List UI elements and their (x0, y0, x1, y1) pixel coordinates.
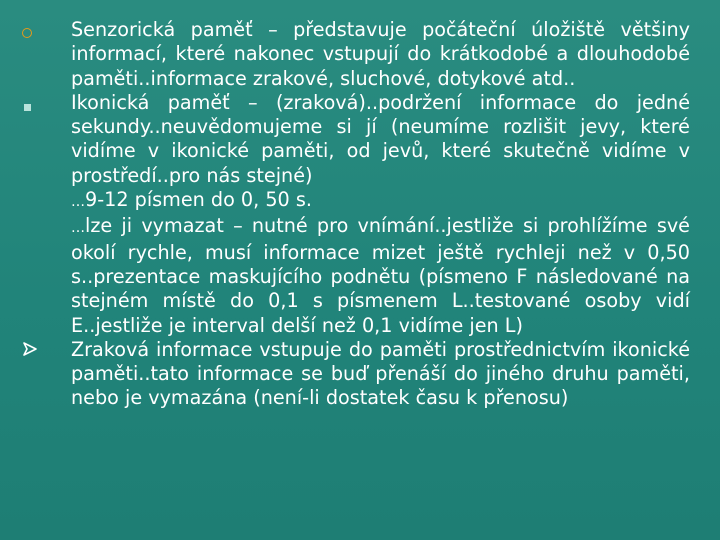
bullet-visual-information (18, 338, 690, 411)
ellipsis-lead: … (71, 194, 85, 211)
sub-item-text: lze ji vymazat – nutné pro vnímání..jestliže si prohlížíme své okolí rychle, musí informace mizet ještě rychleji než v 0,50 s..prezentace maskujícího podnětu (písmeno F následované na stejném místě do 0,1 s písmenem L..testované osoby vidí E..jestliže je interval delší než 0,1 vidíme jen L) (71, 214, 690, 337)
bullet-text: Senzorická paměť – představuje počáteční úložiště většiny informací, které nakonec vstupují do krátkodobé a dlouhodobé paměti..informace zrakové, sluchové, dotykové atd.. (71, 18, 690, 90)
bullet-text: Ikonická paměť – (zraková)..podržení informace do jedné sekundy..neuvědomujeme si jí (neumíme rozlišit jevy, které vidíme v ikonické paměti, od jevů, které skutečně vidíme v prostředí..pro nás stejné) (71, 90, 690, 187)
circle-bullet-icon (18, 18, 71, 42)
square-bullet-icon (18, 91, 71, 115)
slide-body (18, 18, 690, 411)
sub-item-text: 9-12 písmen do 0, 50 s. (85, 188, 312, 212)
bullet-text: Zraková informace vstupuje do paměti prostřednictvím ikonické paměti..tato informace se buď přenáší do jiného druhu paměti, nebo je vymazána (není-li dostatek času k přenosu) (71, 337, 690, 410)
arrow-bullet-icon (18, 338, 71, 362)
bullet-iconic-memory (18, 91, 690, 188)
bullet-sensory-memory (18, 18, 690, 91)
sub-item-erasure (18, 214, 690, 337)
sub-item-letters (18, 188, 690, 214)
ellipsis-lead: … (71, 220, 85, 237)
